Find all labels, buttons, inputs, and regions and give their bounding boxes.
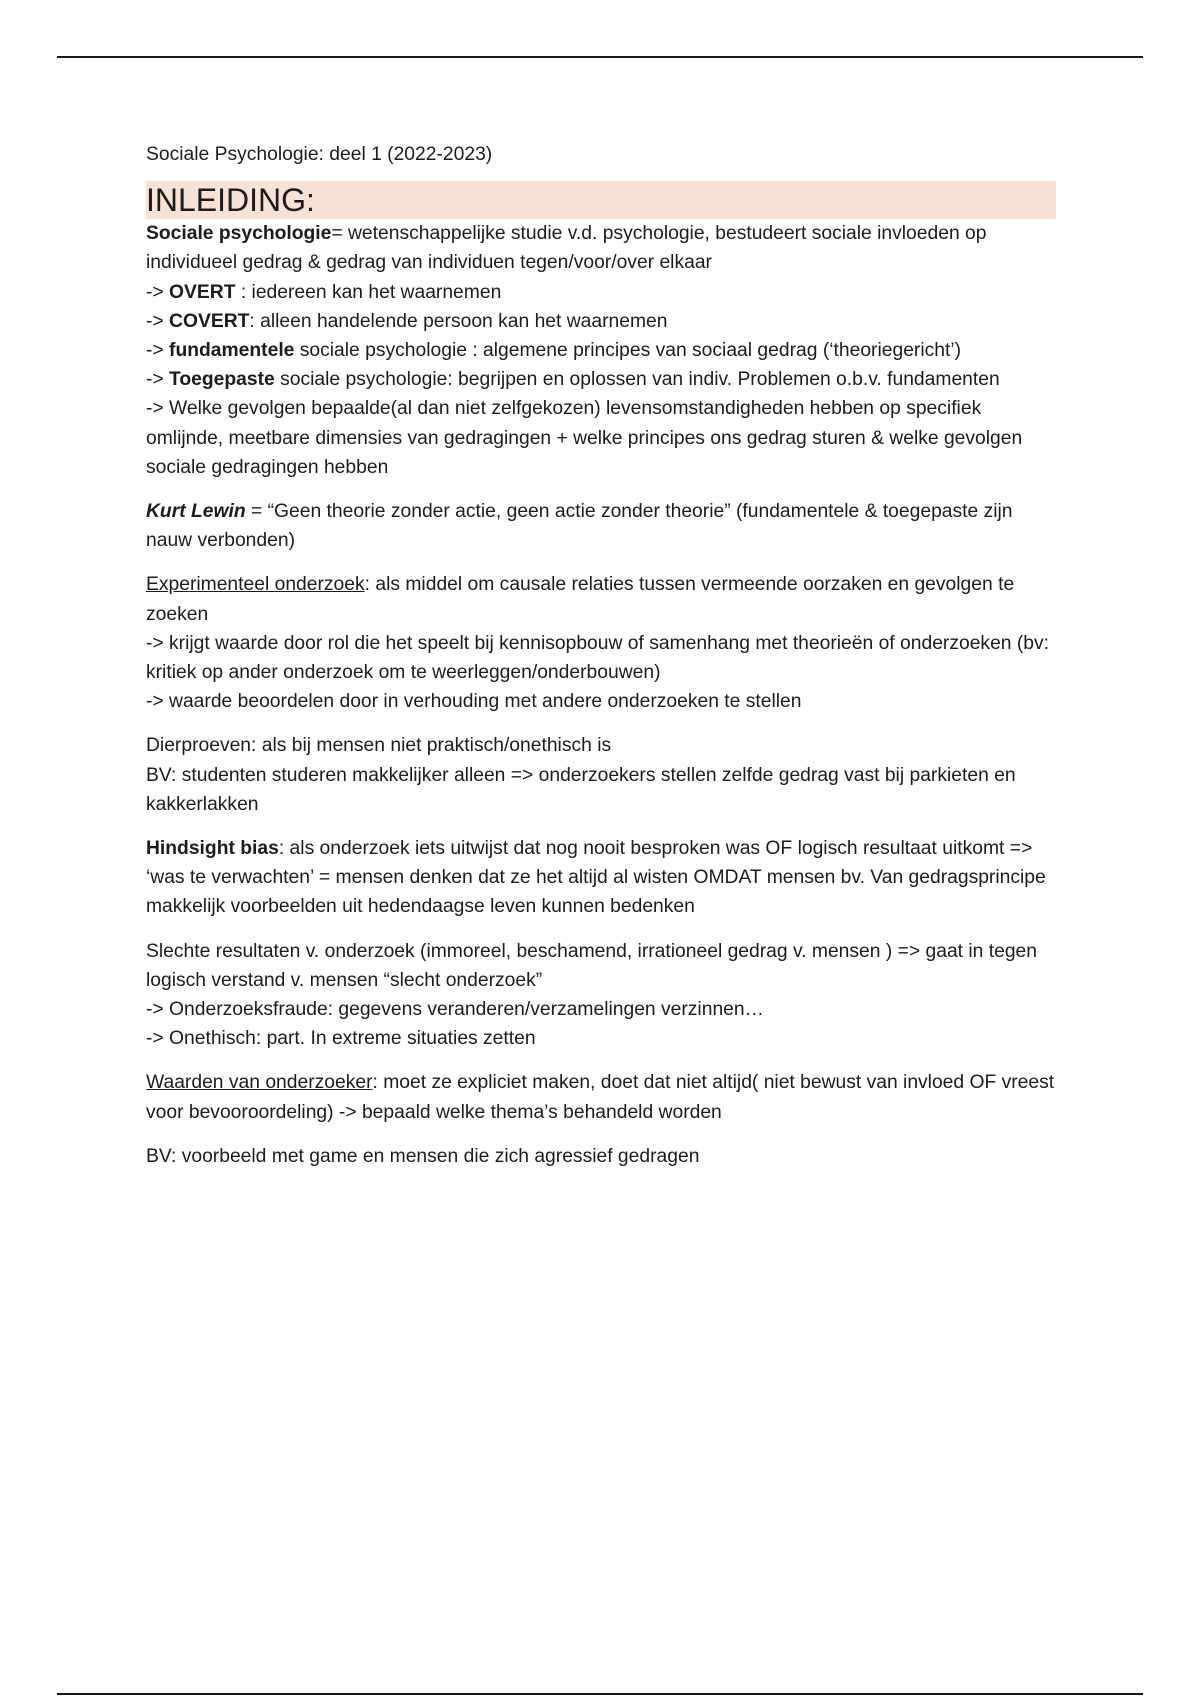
definition-text: = wetenschappelijke studie v.d. psychologie, bestudeert sociale invloeden op individueel gedrag & gedrag van individuen tegen/voor/over elkaar [146,223,987,274]
term-covert: COVERT [169,310,250,332]
paragraph-hindsight-bias: Hindsight bias: als onderzoek iets uitwijst dat nog nooit besproken was OF logisch resultaat uitkomt => ‘was te verwachten’ = mensen denken dat ze het altijd al wisten OMDAT mensen bv. Van gedragsprincipe makkelijk voorbeelden uit hedendaagse leven kunnen bedenken [146,838,1046,918]
term-experimenteel-onderzoek: Experimenteel onderzoek [146,574,365,596]
paragraph-kurt-lewin: Kurt Lewin = “Geen theorie zonder actie, geen actie zonder theorie” (fundamentele & toegepaste zijn nauw verbonden) [146,501,1013,552]
top-rule [57,56,1143,58]
term-sociale-psychologie: Sociale psychologie [146,223,332,245]
term-kurt-lewin: Kurt Lewin [146,501,246,523]
list-item-toegepaste: -> Toegepaste sociale psychologie: begrijpen en oplossen van indiv. Problemen o.b.v. fundamenten [146,369,1000,391]
list-item-gevolgen: -> Welke gevolgen bepaalde(al dan niet zelfgekozen) levensomstandigheden hebben op specifiek omlijnde, meetbare dimensies van gedragingen + welke principes ons gedrag sturen & welke gevolgen sociale gedragingen hebben [146,398,1023,478]
paragraph-experimenteel-onderzoek: Experimenteel onderzoek: als middel om causale relaties tussen vermeende oorzaken en gevolgen te zoeken -> krijgt waarde door rol die het speelt bij kennisopbouw of samenhang met theorieën of onderzoeken (bv: kritiek op ander onderzoek om te weerleggen/onderbouwen) -> waarde beoordelen door in verhouding met andere onderzoeken te stellen [146,570,1056,716]
list-item-fundamentele: -> fundamentele sociale psychologie : algemene principes van sociaal gedrag (‘theoriegericht’) [146,340,962,362]
document-title: Sociale Psychologie: deel 1 (2022-2023) [146,144,493,165]
list-item-waarde: -> krijgt waarde door rol die het speelt bij kennisopbouw of samenhang met theorieën of onderzoeken (bv: kritiek op ander onderzoek om te weerleggen/onderbouwen) [146,632,1050,684]
definition-line [146,219,1056,277]
paragraph-dierproeven: Dierproeven: als bij mensen niet praktisch/onethisch is BV: studenten studeren makkelijker alleen => onderzoekers stellen zelfde gedrag vast bij parkieten en kakkerlakken [146,735,1016,815]
term-hindsight-bias: Hindsight bias [146,838,279,860]
term-overt: OVERT [169,281,236,303]
list-item-beoordelen: -> waarde beoordelen door in verhouding met andere onderzoeken te stellen [146,691,802,713]
document-body [146,140,1056,1186]
term-fundamentele: fundamentele [169,340,295,362]
paragraph-waarden: Waarden van onderzoeker: moet ze expliciet maken, doet dat niet altijd( niet bewust van invloed OF vreest voor bevooroordeling) -> bepaald welke thema’s behandeld worden [146,1072,1055,1123]
paragraph-sociale-psychologie [146,219,1056,482]
term-toegepaste: Toegepaste [169,369,275,391]
list-item-onethisch: -> Onethisch: part. In extreme situaties zetten [146,1028,536,1050]
term-waarden-van-onderzoeker: Waarden van onderzoeker [146,1072,373,1094]
paragraph-voorbeeld: BV: voorbeeld met game en mensen die zich agressief gedragen [146,1145,700,1167]
bottom-rule [57,1693,1143,1695]
list-item-covert: -> COVERT: alleen handelende persoon kan het waarnemen [146,310,668,332]
list-item-onderzoeksfraude: -> Onderzoeksfraude: gegevens veranderen/verzamelingen verzinnen… [146,999,764,1021]
list-item-overt: -> OVERT : iedereen kan het waarnemen [146,281,502,303]
paragraph-slechte-resultaten: Slechte resultaten v. onderzoek (immoreel, beschamend, irrationeel gedrag v. mensen ) => gaat in tegen logisch verstand v. mensen “slecht onderzoek” -> Onderzoeksfraude: gegevens veranderen/verzamelingen verzinnen… -> Onethisch: part. In extreme situaties zetten [146,937,1056,1054]
section-heading: INLEIDING: [146,181,1056,219]
